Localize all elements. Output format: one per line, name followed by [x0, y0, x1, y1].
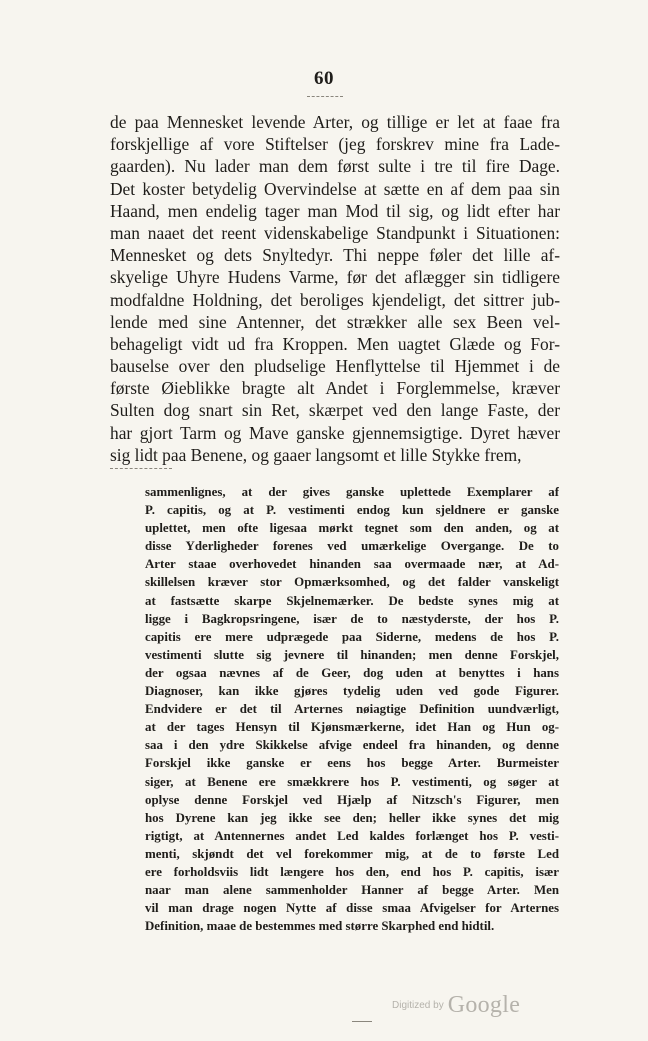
- text-line: har gjort Tarm og Mave ganske gjennemsigtige. Dyret hæver: [110, 422, 560, 443]
- footnote-line: der ogsaa nævnes af de Geer, dog uden at benyttes i hans: [145, 665, 559, 680]
- footnote-line: Forskjel ikke ganske er eens hos begge Arter. Burmeister: [145, 756, 559, 771]
- footnote-line: naar man alene sammenholder Hanner af begge Arter. Men: [145, 883, 559, 898]
- text-line: Det koster betydelig Overvindelse at sætte en af dem paa sin: [110, 178, 560, 199]
- footnote-line: saa i den ydre Skikkelse afvige endeel fra hinanden, og denne: [145, 738, 559, 753]
- footnote-line: ere forholdsviis lidt længere hos den, end hos P. capitis, især: [145, 864, 559, 879]
- footnote-line: sammenlignes, at der gives ganske uplettede Exemplarer af: [145, 485, 559, 499]
- text-line: man naaet det reent videnskabelige Standpunkt i Situationen:: [110, 222, 560, 243]
- footnote-line: Diagnoser, kan ikke gjøres tydelig uden ved gode Figurer.: [145, 684, 559, 699]
- footnote-line: at fastsætte skarpe Skjelnemærker. De bedste synes mig at: [145, 593, 559, 608]
- text-line: Haand, men endelig tager man Mod til sig, og lidt efter har: [110, 200, 560, 221]
- footnote-line: siger, at Benene ere smækkrere hos P. vestimenti, og søger at: [145, 774, 559, 789]
- text-line: skyelige Uhyre Hudens Varme, før det aflægger sin tidligere: [110, 267, 560, 288]
- footnote-divider: [110, 468, 172, 469]
- footnote-line: rigtigt, at Antennernes andet Led kaldes forlænget hos P. vesti-: [145, 828, 559, 843]
- footnote-line: disse Yderligheder forenes ved umærkelige Overgange. De to: [145, 539, 559, 554]
- text-line: de paa Mennesket levende Arter, og tillige er let at faae fra: [110, 112, 560, 132]
- footnote-line: uplettet, men ofte ligesaa mørkt tegnet som den anden, og at: [145, 521, 559, 536]
- footnote-line: capitis ere mere udprægede paa Siderne, medens de hos P.: [145, 629, 559, 644]
- watermark-prefix: Digitized by: [392, 1000, 444, 1011]
- footnote-line: Endvidere er det til Arternes nøiagtige Definition uundværligt,: [145, 702, 559, 717]
- footnote-line: hos Dyrene kan jeg ikke see den; heller ikke synes det mig: [145, 810, 559, 825]
- main-text-block: [110, 111, 560, 466]
- footnote-line: skillelsen kræver stor Opmærksomhed, og det falder vanskeligt: [145, 575, 559, 590]
- footnote-line: ligge i Bagkropsringene, især de to næstyderste, der hos P.: [145, 611, 559, 626]
- page-number: 60: [314, 68, 334, 89]
- footnote-line: menti, skjøndt det vel forekommer mig, at de to første Led: [145, 846, 559, 861]
- bottom-rule: [352, 1021, 372, 1022]
- footnote-line: vil man drage nogen Nytte af disse smaa Afvigelser for Arternes: [145, 901, 559, 916]
- footnote-line: Definition, maae de bestemmes med større Skarphed end hidtil.: [145, 919, 495, 934]
- text-line: første Øieblikke bragte alt Andet i Forglemmelse, kræver: [110, 378, 560, 399]
- text-line: behageligt vidt ud fra Kroppen. Men uagtet Glæde og For-: [110, 333, 560, 354]
- footnote-line: oplyse denne Forskjel ved Hjælp af Nitzsch's Figurer, men: [145, 792, 559, 807]
- footnote-line: at der tages Hensyn til Kjønsmærkerne, idet Han og Hun og-: [145, 720, 559, 735]
- text-line: Sulten dog snart sin Ret, skærpet ved den lange Faste, der: [110, 400, 560, 421]
- text-line: modfaldne Holdning, det beroliges kjendeligt, det sittrer jub-: [110, 289, 560, 310]
- footnote-block: [145, 483, 559, 935]
- google-logo: Google: [447, 992, 521, 1018]
- text-line: lende med sine Antenner, det strækker alle sex Been vel-: [110, 311, 560, 332]
- text-line: forskjellige af vore Stiftelser (jeg forskrev mine fra Lade-: [110, 134, 560, 155]
- text-line: sig lidt paa Benene, og gaaer langsomt et lille Stykke frem,: [110, 444, 522, 465]
- digitized-watermark: [392, 992, 520, 1019]
- footnote-line: vestimenti slutte sig jevnere til hinanden; men denne Forskjel,: [145, 647, 559, 662]
- text-line: gaarden). Nu lader man dem først sulte i tre til fire Dage.: [110, 156, 560, 177]
- text-line: Mennesket og dets Snyltedyr. Thi neppe føler det lille af-: [110, 245, 560, 266]
- text-line: bauselse over den pludselige Henflyttelse til Hjemmet i de: [110, 356, 560, 377]
- footnote-line: P. capitis, og at P. vestimenti endog kun sjeldnere er ganske: [145, 503, 559, 518]
- page-number-rule: [307, 96, 343, 97]
- footnote-line: Arter staae overhovedet hinanden saa overmaade nær, at Ad-: [145, 557, 559, 572]
